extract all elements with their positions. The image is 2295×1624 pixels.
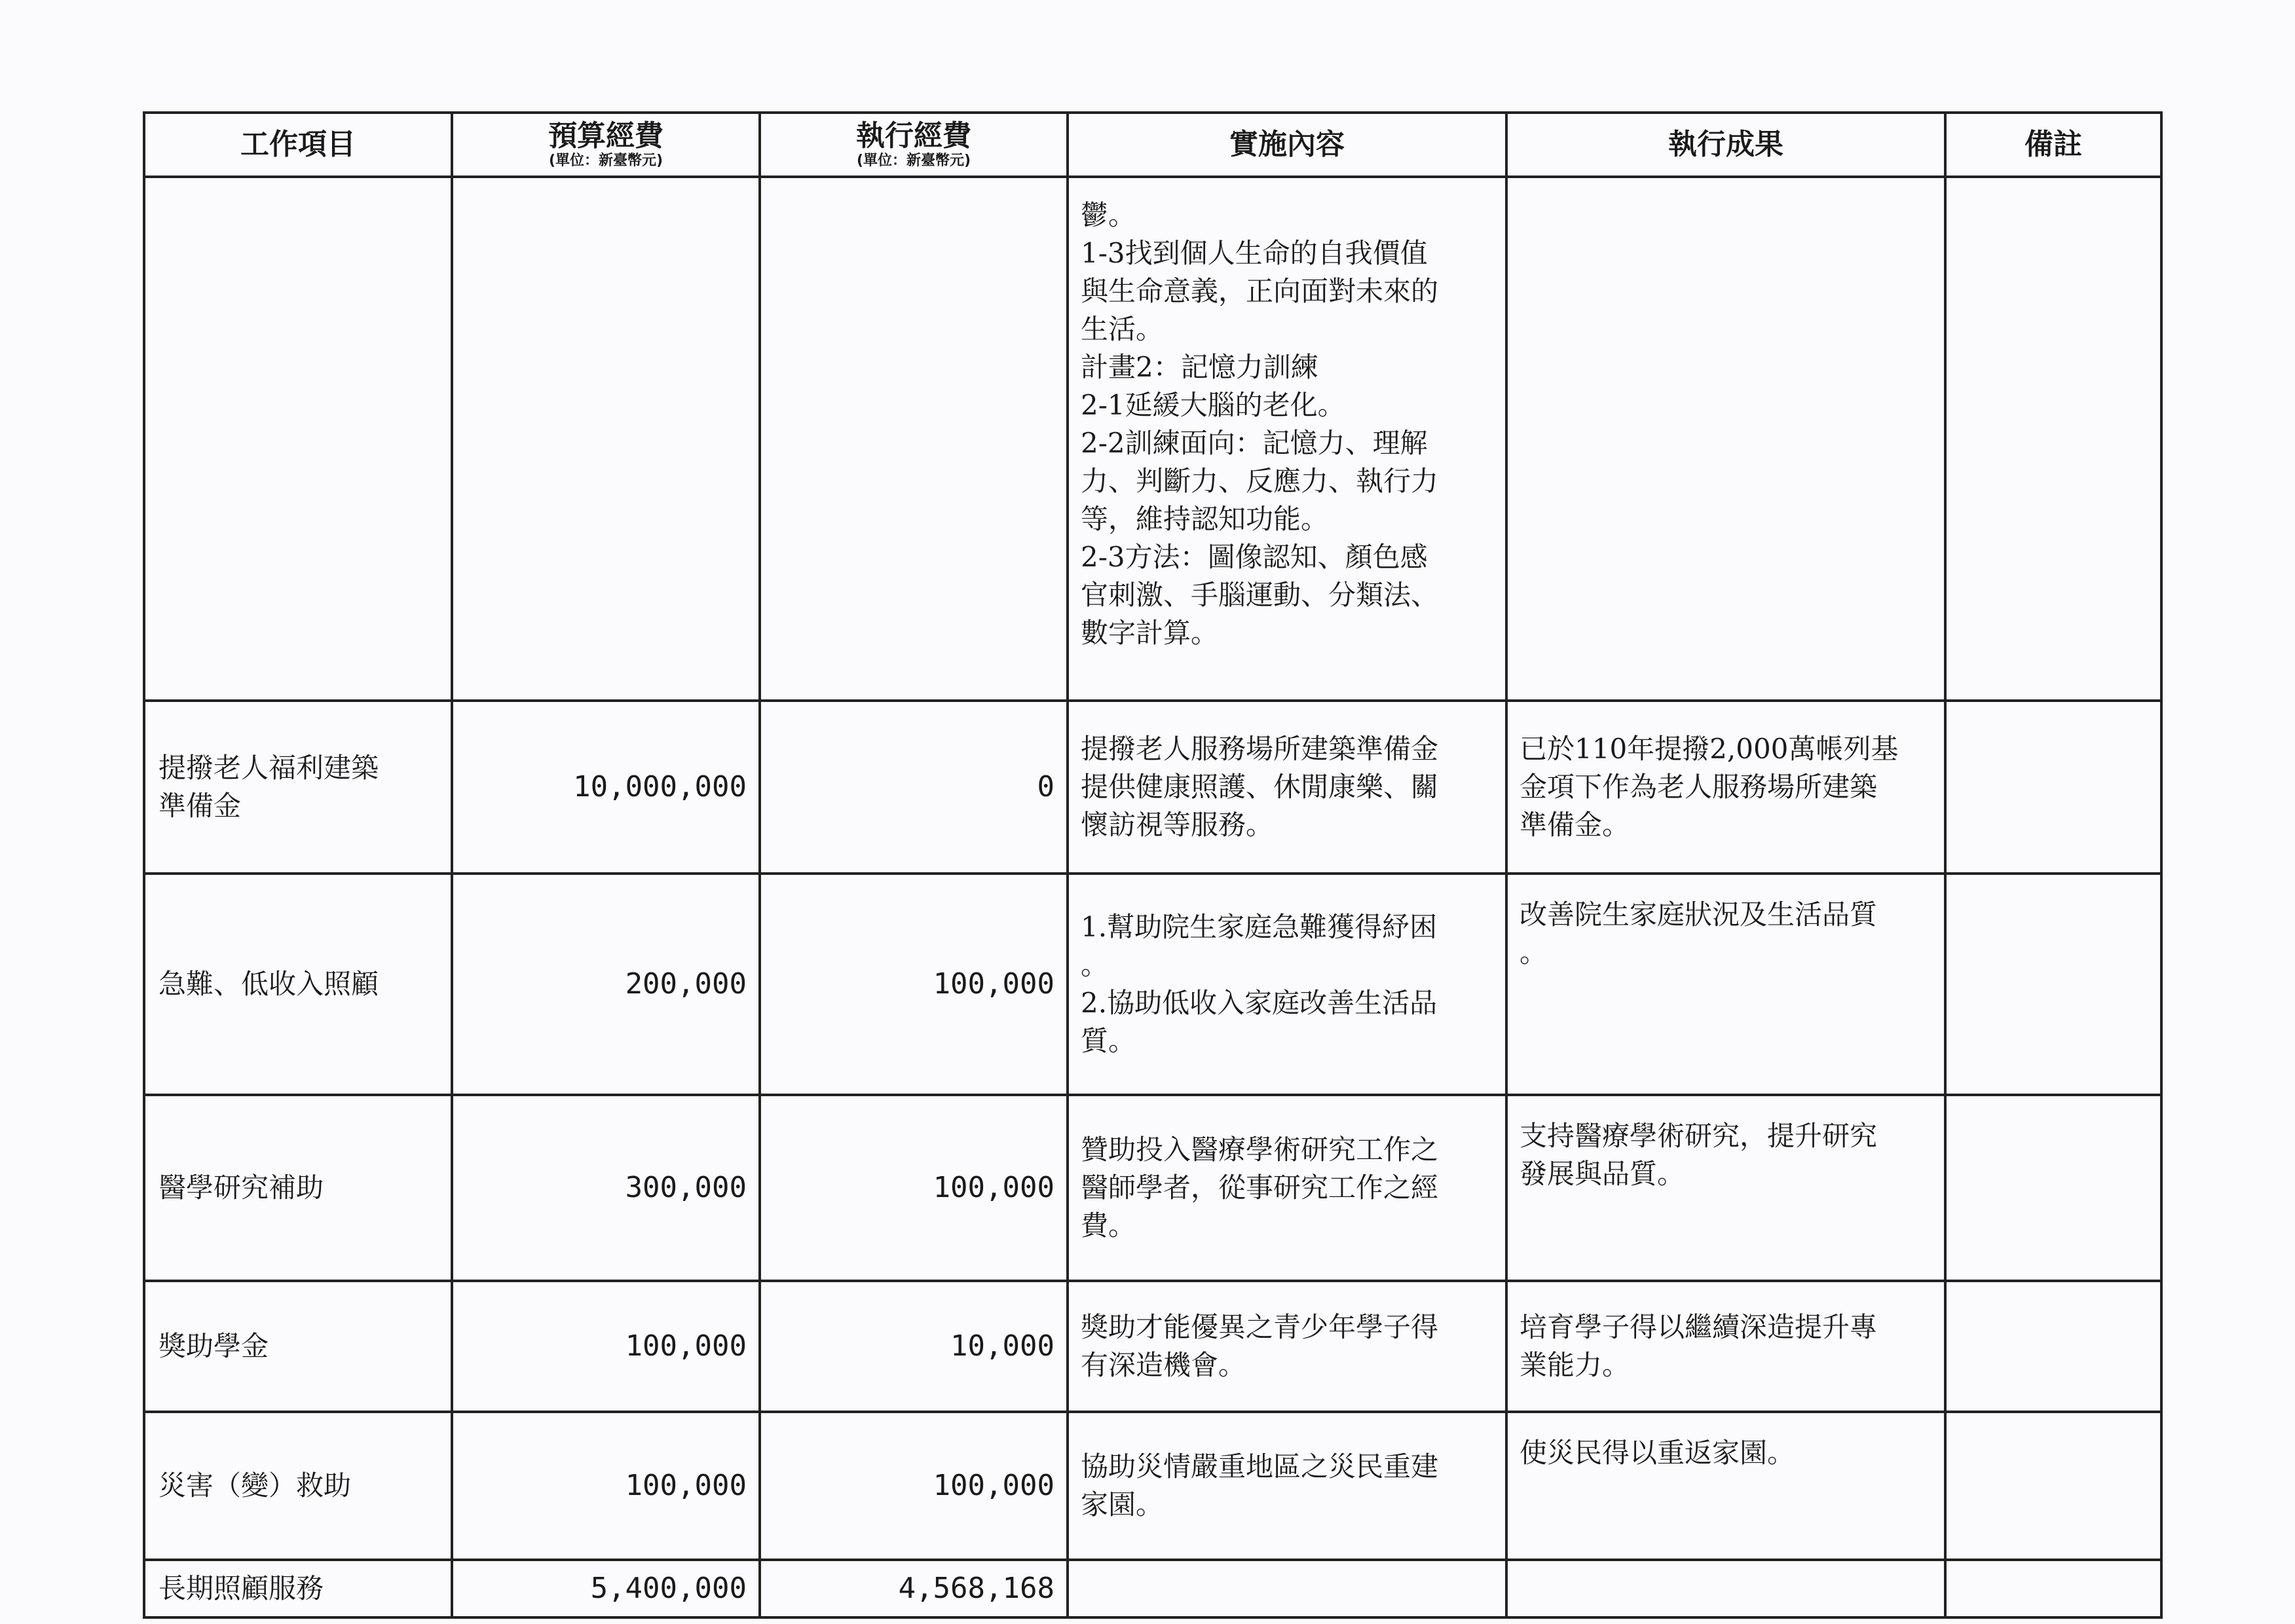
cell-content: 獎助才能優異之青少年學子得 有深造機會。: [1068, 1281, 1506, 1412]
budget-execution-sheet: [143, 111, 2160, 1619]
header-executed-unit: (單位：新臺幣元): [856, 153, 971, 170]
cell-item: 獎助學金: [144, 1281, 452, 1412]
cell-item: 提撥老人福利建築 準備金: [144, 701, 452, 874]
cell-remark: [1945, 177, 2161, 701]
header-item: 工作項目: [144, 113, 452, 177]
cell-executed: 100,000: [760, 1095, 1068, 1281]
cell-remark: [1945, 1412, 2161, 1560]
cell-item: 急難、低收入照顧: [144, 874, 452, 1095]
cell-result: 改善院生家庭狀況及生活品質 。: [1506, 874, 1945, 1095]
cell-budget: 10,000,000: [452, 701, 760, 874]
cell-budget: 100,000: [452, 1281, 760, 1412]
cell-executed: 100,000: [760, 874, 1068, 1095]
header-budget: 預算經費 (單位：新臺幣元): [452, 113, 760, 177]
cell-result: 支持醫療學術研究，提升研究 發展與品質。: [1506, 1095, 1945, 1281]
cell-item: [144, 177, 452, 701]
header-executed: 執行經費 (單位：新臺幣元): [760, 113, 1068, 177]
cell-item: 災害（變）救助: [144, 1412, 452, 1560]
cell-content: 贊助投入醫療學術研究工作之 醫師學者，從事研究工作之經 費。: [1068, 1095, 1506, 1281]
table-row: [144, 1095, 2161, 1281]
table-row: [144, 1412, 2161, 1560]
cell-content: 1.幫助院生家庭急難獲得紓困 。 2.協助低收入家庭改善生活品 質。: [1068, 874, 1506, 1095]
cell-result: 培育學子得以繼續深造提升專 業能力。: [1506, 1281, 1945, 1412]
cell-result: 已於110年提撥2,000萬帳列基 金項下作為老人服務場所建築 準備金。: [1506, 701, 1945, 874]
table-row: [144, 177, 2161, 701]
cell-executed: 4,568,168: [760, 1560, 1068, 1617]
cell-content: 協助災情嚴重地區之災民重建 家園。: [1068, 1412, 1506, 1560]
cell-result: [1506, 177, 1945, 701]
cell-budget: [452, 177, 760, 701]
cell-remark: [1945, 874, 2161, 1095]
cell-item: 醫學研究補助: [144, 1095, 452, 1281]
table-row: [144, 874, 2161, 1095]
cell-budget: 100,000: [452, 1412, 760, 1560]
budget-table: [143, 111, 2163, 1619]
table-row: [144, 701, 2161, 874]
cell-content: 鬱。 1-3找到個人生命的自我價值 與生命意義，正向面對未來的 生活。 計畫2：記憶力訓練 2-1延緩大腦的老化。 2-2訓練面向：記憶力、理解 力、判斷力、反應力、執行力 等，維持認知功能。 2-3方法：圖像認知、顏色感 官刺激、手腦運動、分類法、 數字計算。: [1068, 177, 1506, 701]
cell-remark: [1945, 1095, 2161, 1281]
cell-remark: [1945, 1560, 2161, 1617]
cell-result: [1506, 1560, 1945, 1617]
cell-remark: [1945, 701, 2161, 874]
cell-result: 使災民得以重返家園。: [1506, 1412, 1945, 1560]
header-remark: 備註: [1945, 113, 2161, 177]
cell-executed: [760, 177, 1068, 701]
cell-content: [1068, 1560, 1506, 1617]
table-row: [144, 1560, 2161, 1617]
cell-budget: 300,000: [452, 1095, 760, 1281]
header-content: 實施內容: [1068, 113, 1506, 177]
cell-budget: 5,400,000: [452, 1560, 760, 1617]
table-row: [144, 1281, 2161, 1412]
cell-budget: 200,000: [452, 874, 760, 1095]
cell-remark: [1945, 1281, 2161, 1412]
header-result: 執行成果: [1506, 113, 1945, 177]
cell-content: 提撥老人服務場所建築準備金 提供健康照護、休閒康樂、關 懷訪視等服務。: [1068, 701, 1506, 874]
cell-item: 長期照顧服務: [144, 1560, 452, 1617]
header-row: [144, 113, 2161, 177]
cell-executed: 10,000: [760, 1281, 1068, 1412]
header-budget-unit: (單位：新臺幣元): [548, 153, 663, 170]
cell-executed: 0: [760, 701, 1068, 874]
cell-executed: 100,000: [760, 1412, 1068, 1560]
